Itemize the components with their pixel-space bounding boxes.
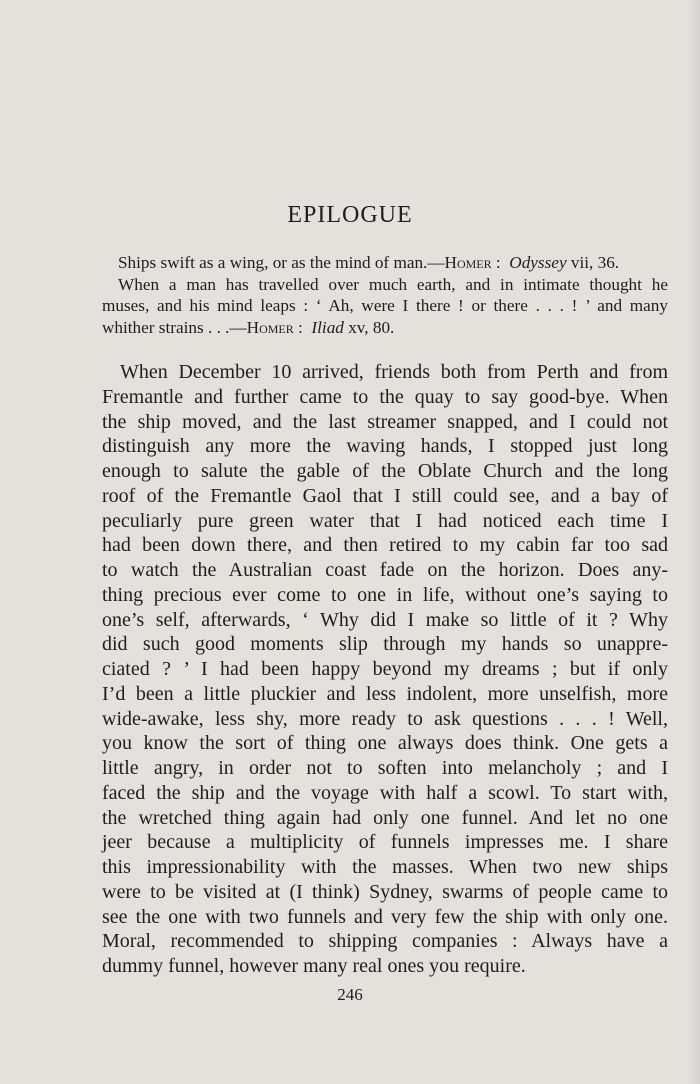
body-line: peculiarly pure green water that I had noticed each time I [102, 509, 668, 532]
epigraph-1-author: Homer [444, 253, 492, 272]
epigraph-2-line-2: muses, and his mind leaps : ‘ Ah, were I there ! or there . . . ! ’ and many [102, 296, 668, 315]
body-line: the wretched thing again had only one funnel. And let no one [102, 806, 668, 829]
body-line: thing precious ever come to one in life, without one’s saying to [102, 583, 668, 606]
epigraph-2-ref: xv, 80. [343, 317, 395, 337]
epigraph-2-author: Homer [246, 317, 294, 337]
body-line: had been down there, and then retired to my cabin far too sad [102, 534, 668, 557]
epigraph-2-line-3: whither strains . . .—Homer : Iliad xv, 80. [102, 317, 395, 337]
body-line: one’s self, afterwards, ‘ Why did I make so little of it ? Why [102, 608, 668, 631]
body-line: to watch the Australian coast fade on the horizon. Does any- [102, 559, 668, 581]
body-line: distinguish any more the waving hands, I stopped just long [102, 435, 668, 458]
body-line: Moral, recommended to shipping companies : Always have a [102, 930, 668, 953]
body-line: did such good moments slip through my hands so unappre- [102, 633, 668, 656]
epigraph-2-work: Iliad [311, 317, 344, 337]
body-line: the ship moved, and the last streamer snapped, and I could not [102, 410, 668, 433]
body-line: ciated ? ’ I had been happy beyond my dreams ; but if only [102, 658, 668, 680]
body-line: dummy funnel, however many real ones you require. [102, 955, 526, 977]
body-line: see the one with two funnels and very few the ship with only one. [102, 905, 668, 928]
body-line: were to be visited at (I think) Sydney, swarms of people came to [102, 880, 668, 903]
chapter-title: EPILOGUE [287, 202, 413, 228]
body-line: you know the sort of thing one always does think. One gets a [102, 732, 668, 755]
body-line: roof of the Fremantle Gaol that I still could see, and a bay of [102, 484, 668, 507]
epigraph-1-work: Odyssey [509, 253, 567, 272]
body-line: When December 10 arrived, friends both from Perth and from [120, 361, 668, 383]
body-line: this impressionability with the masses. When two new ships [102, 856, 668, 878]
page-edge-shadow [686, 0, 700, 1084]
epigraph-2-line-1: When a man has travelled over much earth, and in intimate thought he [118, 274, 668, 294]
body-line: Fremantle and further came to the quay to say good-bye. When [102, 385, 668, 408]
epigraph-1-quote: Ships swift as a wing, or as the mind of man.— [118, 253, 445, 272]
epigraph-2-prefix: whither strains . . .— [102, 317, 247, 337]
body-line: little angry, in order not to soften into melancholy ; and I [102, 757, 668, 779]
body-line: I’d been a little pluckier and less indolent, more unselfish, more [102, 682, 668, 705]
epigraphs [102, 252, 668, 338]
page-number: 246 [337, 985, 363, 1004]
body-line: faced the ship and the voyage with half a scowl. To start with, [102, 781, 668, 804]
body-line: wide-awake, less shy, more ready to ask questions . . . ! Well, [102, 707, 668, 730]
epigraph-1-ref: vii, 36. [566, 253, 620, 272]
body-line: enough to salute the gable of the Oblate Church and the long [102, 460, 668, 482]
body-paragraph [102, 360, 668, 979]
body-line: jeer because a multiplicity of funnels impresses me. I share [102, 831, 668, 854]
epigraph-1: Ships swift as a wing, or as the mind of man.—Homer : Odyssey vii, 36. [118, 253, 620, 272]
